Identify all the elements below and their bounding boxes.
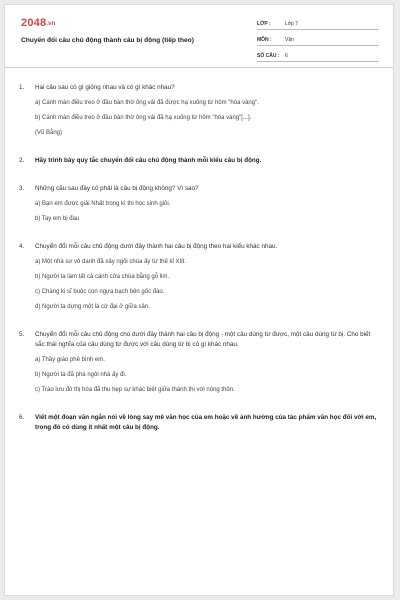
question-item: (Vũ Bằng): [35, 130, 63, 136]
meta-row-class: [257, 17, 379, 30]
question-item: b) Người ta đã phá ngôi nhà ấy đi.: [35, 372, 127, 378]
meta-row-count: [257, 49, 379, 62]
question-number: 1.: [19, 84, 25, 91]
meta-key: MÔN :: [257, 37, 272, 43]
question-1: [19, 83, 379, 138]
question-number: 2.: [19, 157, 25, 164]
meta-value: Văn: [285, 37, 294, 43]
question-3: [19, 184, 379, 224]
question-item: b) Người ta làm tất cả cánh cửa chùa bằng gỗ lim.: [35, 274, 170, 280]
page-header: [5, 5, 393, 67]
meta-value: 6: [285, 53, 288, 59]
question-item: a) Bạn em được giải Nhất trong kì thi học sinh giỏi.: [35, 201, 171, 207]
site-logo[interactable]: 2048.vn: [21, 17, 56, 29]
header-divider: [5, 67, 393, 68]
document-page: [4, 4, 394, 596]
question-text: Hai câu sau có gì giống nhau và có gì khác nhau?: [35, 84, 175, 91]
question-5: [19, 330, 379, 395]
question-item: a) Cánh màn điều treo ở đầu bàn thờ ông vải đã được hạ xuống từ hôm "hóa vàng".: [35, 100, 259, 106]
question-item: c) Chàng kị sĩ buộc con ngựa bạch bên gốc đào.: [35, 289, 165, 295]
question-number: 6.: [19, 414, 25, 421]
page-title: Chuyển đổi câu chủ động thành câu bị động (tiếp theo): [21, 37, 194, 44]
question-text: Viết một đoạn văn ngắn nói về lòng say mê văn học của em hoặc về ảnh hưởng của tác phẩm văn học đối với em, trong đó có dùng ít nhất một câu bị động.: [35, 414, 377, 431]
question-number: 5.: [19, 331, 25, 338]
question-2: [19, 156, 379, 166]
meta-value: Lớp 7: [285, 21, 299, 27]
question-text: Chuyển đổi mỗi câu chủ động dưới đây thành hai câu bị động theo hai kiểu khác nhau.: [35, 243, 278, 250]
question-text: Chuyển đổi mỗi câu chủ động cho dưới đây thành hai câu bị động - một câu dùng từ được, một câu dùng từ bị. Cho biết sắc thái nghĩa của câu dùng từ được với câu dùng từ bị có gì khác nhau.: [35, 331, 371, 348]
question-item: a) Thầy giáo phê bình em.: [35, 357, 105, 363]
question-item: d) Người ta dựng một lá cờ đại ở giữa sân.: [35, 304, 150, 310]
question-item: c) Trào lưu đô thị hóa đã thu hẹp sự khác biệt giữa thành thị với nông thôn.: [35, 387, 235, 393]
question-number: 3.: [19, 185, 25, 192]
question-text: Hãy trình bày quy tắc chuyển đổi câu chủ động thành mỗi kiểu câu bị động.: [35, 157, 262, 164]
question-item: b) Tay em bị đau: [35, 216, 80, 222]
meta-key: SỐ CÂU :: [257, 53, 280, 59]
question-item: a) Một nhà sư vô danh đã xây ngôi chùa ấy từ thế kỉ XIII.: [35, 259, 187, 265]
question-4: [19, 242, 379, 312]
question-number: 4.: [19, 243, 25, 250]
question-6: [19, 413, 379, 433]
question-list: [19, 83, 379, 451]
question-item: b) Cánh màn điều treo ở đầu bàn thờ ông vải đã hạ xuống từ hôm "hóa vàng"[...].: [35, 115, 252, 121]
meta-key: LỚP :: [257, 21, 271, 27]
meta-info: [257, 17, 379, 65]
meta-row-subject: [257, 33, 379, 46]
question-text: Những câu sau đây có phải là câu bị động không? Vì sao?: [35, 185, 199, 192]
